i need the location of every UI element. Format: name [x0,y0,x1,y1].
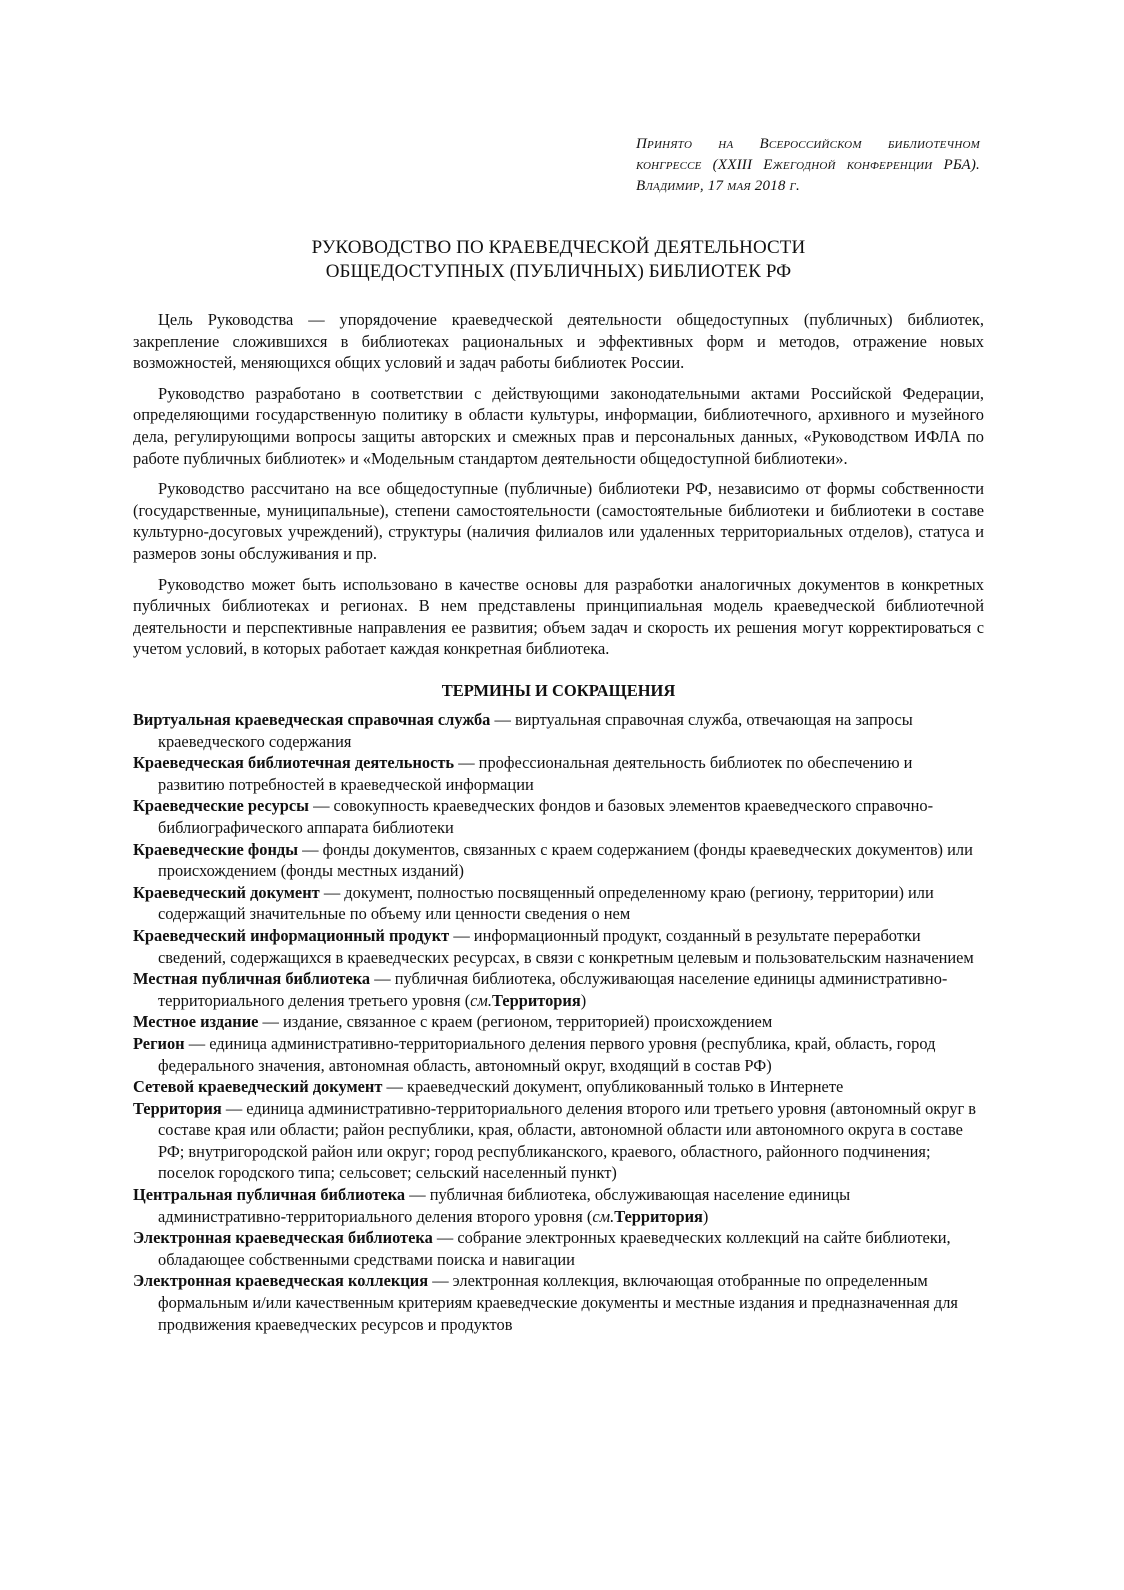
term-entry [133,1033,978,1076]
term-name: Краеведческая библиотечная деятельность [133,753,455,773]
term-definition: — собрание электронных краеведческих коллекций на сайте библиотеки, обладающее собственными средствами поиска и навигации [158,1228,951,1269]
term-definition: — единица административно-территориального деления второго или третьего уровня (автономный округ в составе края или области; район республики, края, области, автономной области или автономного округа в составе РФ; внутригородской район или округ; город республиканского, краевого, областного, районного подчинения; поселок городского типа; сельсовет; сельский населенный пункт) [158,1098,977,1183]
term-name: Местная публичная библиотека [133,969,371,989]
term-entry [133,839,978,882]
term-name: Краеведческий документ [133,882,320,902]
term-name: Регион [133,1033,185,1053]
term-name: Центральная публичная библиотека [133,1185,406,1205]
intro-paragraph: Руководство рассчитано на все общедоступные (публичные) библиотеки РФ, независимо от формы собственности (государственные, муниципальные), степени самостоятельности (самостоятельные библиотеки и библиотеки в составе культурно-досуговых учреждений), структуры (наличия филиалов или удаленных территориальных отделов), статуса и размеров зоны обслуживания и пр. [133,479,984,563]
document-title-line-1: РУКОВОДСТВО ПО КРАЕВЕДЧЕСКОЙ ДЕЯТЕЛЬНОСТИ [311,237,806,258]
document-title [133,236,984,284]
term-definition: — электронная коллекция, включающая отобранные по определенным формальным и/или качественным критериям краеведческие документы и местные издания и предназначенная для продвижения краеведческих ресурсов и продуктов [158,1271,958,1334]
term-name: Краеведческий информационный продукт [133,925,450,945]
approval-note: Принято на Всероссийском библиотечном конгрессе (XXIII Ежегодной конференции РБА). Владимир, 17 мая 2018 г. [636,136,980,194]
term-entry [133,1098,978,1184]
term-entry [133,1184,978,1227]
see-also-marker: см. [470,990,492,1010]
term-name: Электронная краеведческая библиотека [133,1228,433,1248]
term-definition-tail: ) [580,990,587,1010]
term-name: Электронная краеведческая коллекция [133,1271,429,1291]
term-entry [133,968,978,1011]
term-definition: — краеведческий документ, опубликованный только в Интернете [382,1077,844,1097]
term-entry [133,1227,978,1270]
term-definition-tail: ) [702,1206,709,1226]
term-name: Виртуальная краеведческая справочная служба [133,710,491,729]
intro-paragraph: Цель Руководства — упорядочение краеведческой деятельности общедоступных (публичных) библиотек, закрепление сложившихся в библиотеках рациональных и эффективных форм и методов, отражение новых возможностей, меняющихся общих условий и задач работы библиотек России. [133,310,984,373]
term-entry [133,882,978,925]
term-name: Местное издание [133,1012,259,1032]
term-definition: — издание, связанное с краем (регионом, территорией) происхождением [258,1012,773,1032]
term-entry [133,752,978,795]
term-entry [133,709,978,752]
term-definition: — виртуальная справочная служба, отвечающая на запросы краеведческого содержания [158,710,913,751]
term-entry [133,1076,978,1098]
term-name: Краеведческие ресурсы [133,796,309,816]
term-entry [133,795,978,838]
intro-paragraph: Руководство разработано в соответствии с действующими законодательными актами Российской Федерации, определяющими государственную политику в области культуры, информации, библиотечного, архивного и музейного дела, регулирующими вопросы защиты авторских и смежных прав и персональных данных, «Руководством ИФЛА по работе публичных библиотек» и «Модельным стандартом деятельности общедоступной библиотеки». [133,383,984,468]
term-definition: — информационный продукт, созданный в результате переработки сведений, содержащихся в краеведческих ресурсах, в связи с конкретным целевым и пользовательским назначением [158,925,974,967]
intro-section [133,309,984,669]
term-definition: — документ, полностью посвященный определенному краю (региону, территории) или содержащий значительные по объему или ценности сведения о нем [158,882,934,924]
term-definition: — публичная библиотека, обслуживающая население единицы административно-территориального деления второго уровня ( [158,1185,851,1226]
term-definition: — публичная библиотека, обслуживающая население единицы административно-территориального деления третьего уровня ( [158,969,948,1010]
term-entry [133,925,978,968]
cross-reference: Территория [492,990,581,1010]
intro-paragraph: Руководство может быть использовано в качестве основы для разработки аналогичных документов в конкретных публичных библиотеках и регионах. В нем представлены принципиальная модель краеведческой библиотечной деятельности и перспективные направления ее развития; объем задач и скорость их решения могут корректироваться с учетом условий, в которых работает каждая конкретная библиотека. [133,574,984,659]
term-entry [133,1270,978,1335]
term-entry [133,1011,978,1033]
see-also-marker: см. [592,1206,615,1226]
term-name: Краеведческие фонды [133,839,298,859]
term-definition: — профессиональная деятельность библиотек по обеспечению и развитию потребностей в краеведческой информации [158,753,913,794]
terms-list [133,709,978,1335]
term-definition: — единица административно-территориального деления первого уровня (республика, край, область, город федерального значения, автономная область, автономный округ, входящий в состав РФ) [158,1033,936,1075]
cross-reference: Территория [614,1206,703,1226]
term-definition: — совокупность краеведческих фондов и базовых элементов краеведческого справочно-библиографического аппарата библиотеки [158,796,934,837]
terms-heading: ТЕРМИНЫ И СОКРАЩЕНИЯ [441,681,676,700]
document-title-line-2: ОБЩЕДОСТУПНЫХ (ПУБЛИЧНЫХ) БИБЛИОТЕК РФ [325,261,792,282]
term-name: Сетевой краеведческий документ [133,1077,383,1097]
term-definition: — фонды документов, связанных с краем содержанием (фонды краеведческих документов) или происхождением (фонды местных изданий) [158,839,973,881]
term-name: Территория [133,1098,222,1118]
